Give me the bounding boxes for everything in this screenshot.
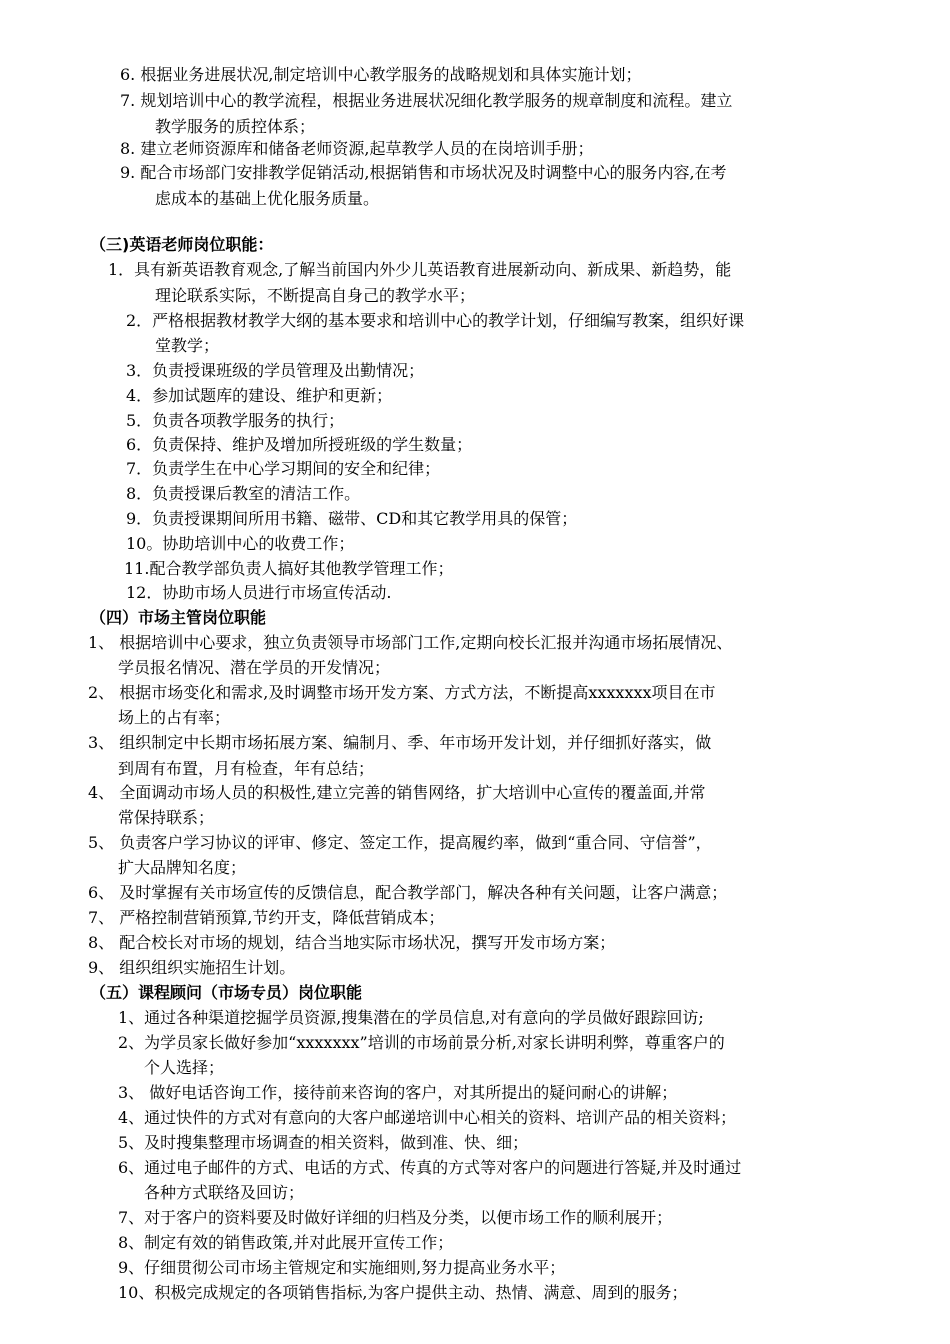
list-item: 1、 根据培训中心要求，独立负责领导市场部门工作,定期向校长汇报并沟通市场拓展情况、 bbox=[88, 633, 733, 652]
list-item-continuation: 扩大品牌知名度； bbox=[118, 858, 247, 877]
list-item: 9. 配合市场部门安排教学促销活动,根据销售和市场状况及时调整中心的服务内容,在考 bbox=[120, 163, 727, 182]
list-item-continuation: 教学服务的质控体系； bbox=[155, 117, 316, 136]
list-item: 8、制定有效的销售政策,并对此展开宣传工作； bbox=[118, 1233, 454, 1252]
list-item: 3．负责授课班级的学员管理及出勤情况； bbox=[126, 361, 425, 380]
list-item: 7、 严格控制营销预算,节约开支，降低营销成本； bbox=[88, 908, 445, 927]
list-item: 9、仔细贯彻公司市场主管规定和实施细则,努力提高业务水平； bbox=[118, 1258, 566, 1277]
list-item: 2．严格根据教材教学大纲的基本要求和培训中心的教学计划，仔细编写教案，组织好课 bbox=[126, 311, 745, 330]
list-item: 2、为学员家长做好参加“xxxxxxx”培训的市场前景分析,对家长讲明利弊，尊重客户的 bbox=[118, 1033, 725, 1052]
list-item: 3、 做好电话咨询工作，接待前来咨询的客户，对其所提出的疑问耐心的讲解； bbox=[118, 1083, 678, 1102]
list-item: 4．参加试题库的建设、维护和更新； bbox=[126, 386, 393, 405]
list-item: 8. 建立老师资源库和储备老师资源,起草教学人员的在岗培训手册； bbox=[120, 139, 594, 158]
list-item-continuation: 个人选择； bbox=[144, 1058, 225, 1077]
list-item: 5、及时搜集整理市场调查的相关资料，做到准、快、细； bbox=[118, 1133, 529, 1152]
list-item: 9、 组织组织实施招生计划。 bbox=[88, 958, 296, 977]
list-item: 6．负责保持、维护及增加所授班级的学生数量； bbox=[126, 435, 473, 454]
list-item-continuation: 场上的占有率； bbox=[118, 708, 231, 727]
list-item: 7. 规划培训中心的教学流程，根据业务进展状况细化教学服务的规章制度和流程。建立 bbox=[120, 91, 733, 110]
list-item: 11.配合教学部负责人搞好其他教学管理工作； bbox=[124, 559, 454, 578]
list-item: 10。协助培训中心的收费工作； bbox=[126, 534, 355, 553]
section-heading: （四）市场主管岗位职能 bbox=[90, 608, 267, 627]
list-item: 6、 及时掌握有关市场宣传的反馈信息，配合教学部门，解决各种有关问题，让客户满意； bbox=[88, 883, 728, 902]
list-item: 7、对于客户的资料要及时做好详细的归档及分类，以便市场工作的顺利展开； bbox=[118, 1208, 673, 1227]
list-item: 4、通过快件的方式对有意向的大客户邮递培训中心相关的资料、培训产品的相关资料； bbox=[118, 1108, 737, 1127]
list-item: 7．负责学生在中心学习期间的安全和纪律； bbox=[126, 459, 441, 478]
list-item: 8、 配合校长对市场的规划，结合当地实际市场状况，撰写开发市场方案； bbox=[88, 933, 616, 952]
list-item-continuation: 常保持联系； bbox=[118, 808, 215, 827]
list-item-continuation: 堂教学； bbox=[155, 336, 220, 355]
list-item: 1．具有新英语教育观念,了解当前国内外少儿英语教育进展新动向、新成果、新趋势，能 bbox=[108, 260, 732, 279]
list-item: 5、 负责客户学习协议的评审、修定、签定工作，提高履约率，做到“重合同、守信誉”， bbox=[88, 833, 712, 852]
list-item: 1、通过各种渠道挖掘学员资源,搜集潜在的学员信息,对有意向的学员做好跟踪回访; bbox=[118, 1008, 704, 1027]
list-item: 6. 根据业务进展状况,制定培训中心教学服务的战略规划和具体实施计划； bbox=[120, 65, 642, 84]
list-item: 9．负责授课期间所用书籍、磁带、CD和其它教学用具的保管； bbox=[126, 509, 578, 528]
section-heading: （五）课程顾问（市场专员）岗位职能 bbox=[90, 983, 363, 1002]
list-item: 8．负责授课后教室的清洁工作。 bbox=[126, 484, 361, 503]
list-item: 10、积极完成规定的各项销售指标,为客户提供主动、热情、满意、周到的服务； bbox=[118, 1283, 688, 1302]
list-item: 6、通过电子邮件的方式、电话的方式、传真的方式等对客户的问题进行答疑,并及时通过 bbox=[118, 1158, 742, 1177]
list-item: 3、 组织制定中长期市场拓展方案、编制月、季、年市场开发计划，并仔细抓好落实，做 bbox=[88, 733, 712, 752]
list-item: 12．协助市场人员进行市场宣传活动. bbox=[126, 583, 392, 602]
section-heading: （三)英语老师岗位职能： bbox=[90, 235, 274, 254]
list-item-continuation: 虑成本的基础上优化服务质量。 bbox=[155, 189, 380, 208]
list-item-continuation: 理论联系实际，不断提高自身己的教学水平； bbox=[155, 286, 476, 305]
list-item: 4、 全面调动市场人员的积极性,建立完善的销售网络，扩大培训中心宣传的覆盖面,并常 bbox=[88, 783, 706, 802]
list-item-continuation: 学员报名情况、潜在学员的开发情况； bbox=[118, 658, 391, 677]
list-item-continuation: 各种方式联络及回访； bbox=[144, 1183, 305, 1202]
list-item: 5．负责各项教学服务的执行； bbox=[126, 411, 345, 430]
list-item: 2、 根据市场变化和需求,及时调整市场开发方案、方式方法，不断提高xxxxxxx项目在市 bbox=[88, 683, 716, 702]
list-item-continuation: 到周有布置，月有检查，年有总结； bbox=[118, 759, 375, 778]
